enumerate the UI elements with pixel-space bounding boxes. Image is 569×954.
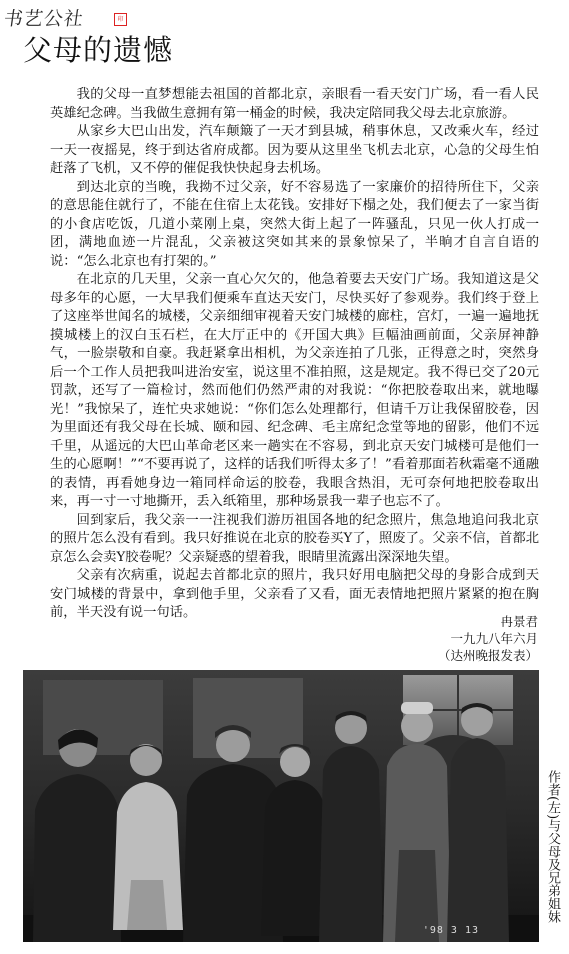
article-title: 父母的遗憾 (23, 33, 174, 67)
paragraph: 回到家后，我父亲一一注视我们游历祖国各地的纪念照片，焦急地追问我北京的照片怎么没有看到。我只好推说在北京的胶卷买Y了，照废了。父亲不信，首都北京怎么会卖Y胶卷呢？父亲疑惑的望着我，眼睛里流露出深深地失望。 (50, 512, 539, 565)
site-logo: 书艺公社 (2, 8, 86, 30)
paragraph: 从家乡大巴山出发，汽车颠簸了一天才到县城，稍事休息，又改乘火车，经过一天一夜摇晃，终于到达省府成都。因为要从这里坐飞机去北京，心急的父母生怕赶落了飞机，又不停的催促我快快起身去机场。 (50, 124, 539, 176)
family-photo-illustration (23, 670, 539, 942)
publish-date: 一九九八年六月 (450, 631, 538, 646)
paragraph: 在北京的几天里，父亲一直心欠欠的，他急着要去天安门广场。我知道这是父母多年的心愿，一大早我们便乘车直达天安门，尽快买好了参观券。我们终于登上了这座举世闻名的城楼，父亲细细审视着天安门城楼的廊柱，宫灯，一遍一遍地抚摸城楼上的汉白玉石栏，在大厅正中的《开国大典》巨幅油画前面，父亲屏神静气，一脸崇敬和自豪。我赶紧拿出相机，为父亲连拍了几张，正得意之时，突然身后一个工作人员把我叫进治安室，说这里不准拍照，这是规定。我不得已交了20元罚款，还写了一篇检讨，然而他们仍然严肃的对我说：“你把胶卷取出来，就地曝光！”我惊呆了，连忙央求她说：“你们怎么处理都行，但请千万让我保留胶卷，因为里面还有我父母在长城、颐和园、纪念碑、毛主席纪念堂等地的留影，他们不远千里，从遥远的大巴山革命老区来一趟实在不容易，到北京天安门城楼可是他们一生的心愿啊！”“不要再说了，这样的话我们听得太多了！”看着那面若秋霜毫不通融的表情，再看她身边一箱同样命运的胶卷，我眼含热泪，无可奈何地把胶卷取出来，再一寸一寸地撕开，丢入纸箱里，那种场景我一辈子也忘不了。 (50, 272, 539, 509)
article-body (50, 86, 539, 623)
author-name: 冉景君 (500, 614, 538, 629)
paragraph: 父亲有次病重，说起去首都北京的照片，我只好用电脑把父母的身影合成到天安门城楼的背景中，拿到他手里，父亲看了又看，面无表情地把照片紧紧的抱在胸前，半天没有说一句话。 (50, 568, 539, 620)
paragraph: 我的父母一直梦想能去祖国的首都北京，亲眼看一看天安门广场，看一看人民英雄纪念碑。当我做生意拥有第一桶金的时候，我决定陪同我父母去北京旅游。 (50, 87, 539, 121)
red-seal-stamp: 印 (114, 13, 127, 26)
photo-date-stamp: '98 3 13 (422, 925, 479, 936)
publication-source: （达州晚报发表） (437, 648, 538, 663)
signature-block (438, 613, 538, 664)
photo-caption: 作者(左)与父母及兄弟姐妹 (545, 770, 560, 924)
paragraph: 到达北京的当晚，我拗不过父亲，好不容易选了一家廉价的招待所住下，父亲的意思能住就行了，不能在住宿上太花钱。安排好下榻之处，我们便去了一家当街的小食店吃饭，几道小菜刚上桌，突然大街上起了一阵骚乱，只见一伙人打成一团，满地血迹一片混乱，父亲被这突如其来的景象惊呆了，半晌才自言自语的说：“怎么北京也有打架的。” (50, 179, 539, 269)
family-photo (23, 670, 539, 942)
